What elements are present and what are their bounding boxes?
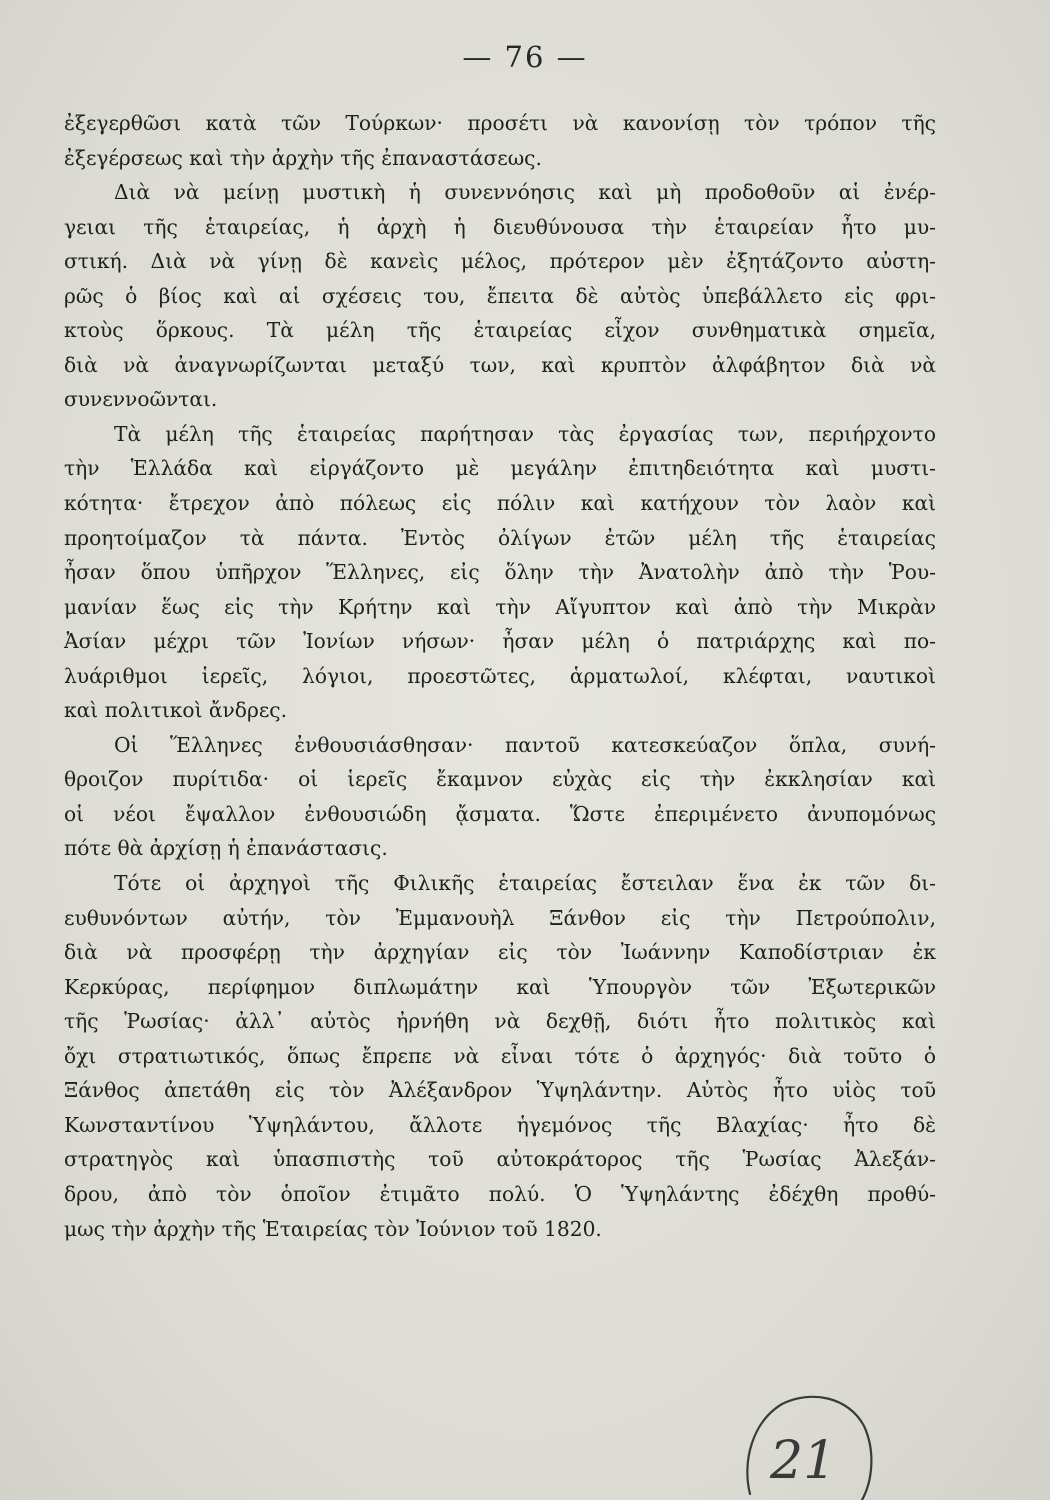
text-line: προητοίμαζον τὰ πάντα. Ἐντὸς ὀλίγων ἐτῶν μέλη τῆς ἑταιρείας xyxy=(64,525,936,550)
text-line: τὴν Ἑλλάδα καὶ εἰργάζοντο μὲ μεγάλην ἐπιτηδειότητα καὶ μυστι- xyxy=(64,456,936,481)
text-line: κότητα· ἔτρεχον ἀπὸ πόλεως εἰς πόλιν καὶ κατήχουν τὸν λαὸν καὶ xyxy=(64,491,936,516)
text-line: κτοὺς ὅρκους. Τὰ μέλη τῆς ἑταιρείας εἶχον συνθηματικὰ σημεῖα, xyxy=(64,318,936,343)
handwritten-page-mark xyxy=(730,1382,880,1500)
text-line: διὰ νὰ προσφέρῃ τὴν ἀρχηγίαν εἰς τὸν Ἰωάννην Καποδίστριαν ἐκ xyxy=(64,940,936,965)
text-line: μανίαν ἕως εἰς τὴν Κρήτην καὶ τὴν Αἴγυπτον καὶ ἀπὸ τὴν Μικρὰν xyxy=(64,594,936,619)
text-line: ευθυνόντων αὐτήν, τὸν Ἐμμανουὴλ Ξάνθον εἰς τὴν Πετρούπολιν, xyxy=(64,905,936,930)
text-line: οἱ νέοι ἔψαλλον ἐνθουσιώδη ᾄσματα. Ὥστε ἐπεριμένετο ἀνυπομόνως xyxy=(64,801,936,826)
text-line: καὶ πολιτικοὶ ἄνδρες. xyxy=(64,698,288,723)
text-line: μως τὴν ἀρχὴν τῆς Ἑταιρείας τὸν Ἰούνιον τοῦ 1820. xyxy=(64,1216,602,1241)
text-line: ἐξεγέρσεως καὶ τὴν ἀρχὴν τῆς ἐπαναστάσεως. xyxy=(64,145,542,170)
text-line: Ξάνθος ἀπετάθη εἰς τὸν Ἀλέξανδρον Ὑψηλάντην. Αὐτὸς ἦτο υἱὸς τοῦ xyxy=(64,1078,936,1103)
text-line: στρατηγὸς καὶ ὑπασπιστὴς τοῦ αὐτοκράτορος τῆς Ῥωσίας Ἀλεξάν- xyxy=(64,1147,936,1172)
text-line: Ἀσίαν μέχρι τῶν Ἰονίων νήσων· ἦσαν μέλη ὁ πατριάρχης καὶ πο- xyxy=(64,629,936,654)
text-line: συνεννοῶνται. xyxy=(64,387,218,412)
text-line: διὰ νὰ ἀναγνωρίζωνται μεταξύ των, καὶ κρυπτὸν ἀλφάβητον διὰ νὰ xyxy=(64,352,936,377)
text-line: Διὰ νὰ μείνῃ μυστικὴ ἡ συνεννόησις καὶ μὴ προδοθοῦν αἱ ἐνέρ- xyxy=(114,180,936,205)
text-line: ἐξεγερθῶσι κατὰ τῶν Τούρκων· προσέτι νὰ κανονίσῃ τὸν τρόπον τῆς xyxy=(64,111,936,135)
text-line: Τότε οἱ ἀρχηγοὶ τῆς Φιλικῆς ἑταιρείας ἔστειλαν ἕνα ἐκ τῶν δι- xyxy=(114,871,936,896)
text-line: τῆς Ῥωσίας· ἀλλ᾽ αὐτὸς ἠρνήθη νὰ δεχθῇ, διότι ἦτο πολιτικὸς καὶ xyxy=(64,1009,936,1034)
text-line: θροιζον πυρίτιδα· οἱ ἱερεῖς ἔκαμνον εὐχὰς εἰς τὴν ἐκκλησίαν καὶ xyxy=(64,767,936,792)
text-line: Τὰ μέλη τῆς ἑταιρείας παρήτησαν τὰς ἐργασίας των, περιήρχοντο xyxy=(114,421,936,446)
text-line: γειαι τῆς ἑταιρείας, ἡ ἀρχὴ ἡ διευθύνουσα τὴν ἑταιρείαν ἦτο μυ- xyxy=(64,214,936,239)
text-line: ὄχι στρατιωτικός, ὅπως ἔπρεπε νὰ εἶναι τότε ὁ ἀρχηγός· διὰ τοῦτο ὁ xyxy=(64,1043,936,1068)
text-line: στική. Διὰ νὰ γίνῃ δὲ κανεὶς μέλος, πρότερον μὲν ἐξητάζοντο αὐστη- xyxy=(64,249,936,274)
text-line: λυάριθμοι ἱερεῖς, λόγιοι, προεστῶτες, ἁρματωλοί, κλέφται, ναυτικοὶ xyxy=(64,663,936,688)
body-text xyxy=(64,106,936,1246)
handwritten-number: 21 xyxy=(770,1431,837,1491)
text-line: πότε θὰ ἀρχίσῃ ἡ ἐπανάστασις. xyxy=(64,836,388,861)
text-line: Κερκύρας, περίφημον διπλωμάτην καὶ Ὑπουργὸν τῶν Ἐξωτερικῶν xyxy=(64,974,936,999)
text-line: δρου, ἀπὸ τὸν ὁποῖον ἐτιμᾶτο πολύ. Ὁ Ὑψηλάντης ἐδέχθη προθύ- xyxy=(64,1181,936,1206)
text-line: Κωνσταντίνου Ὑψηλάντου, ἄλλοτε ἡγεμόνος τῆς Βλαχίας· ἦτο δὲ xyxy=(64,1112,936,1137)
page-number: — 76 — xyxy=(462,40,588,74)
text-line: ρῶς ὁ βίος καὶ αἱ σχέσεις του, ἔπειτα δὲ αὐτὸς ὑπεβάλλετο εἰς φρι- xyxy=(64,283,936,308)
text-line: Οἱ Ἕλληνες ἐνθουσιάσθησαν· παντοῦ κατεσκεύαζον ὅπλα, συνή- xyxy=(114,732,936,757)
text-line: ἦσαν ὅπου ὑπῆρχον Ἕλληνες, εἰς ὅλην τὴν Ἀνατολὴν ἀπὸ τὴν Ῥου- xyxy=(64,560,936,585)
